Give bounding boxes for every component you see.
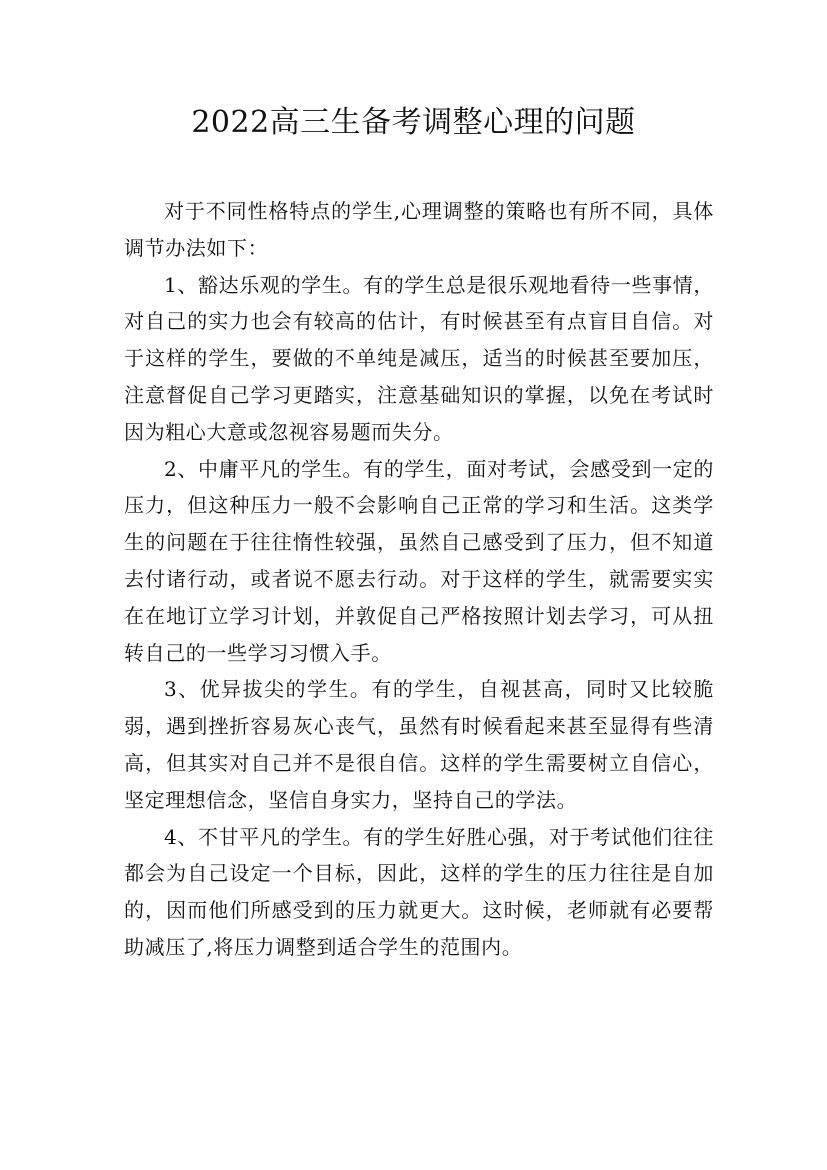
paragraph-ambitious-students: 4、不甘平凡的学生。有的学生好胜心强，对于考试他们往往都会为自己设定一个目标，因此，这样的学生的压力往往是自加的，因而他们所感受到的压力就更大。这时候，老师就有必要帮助减压了,将压力调整到适合学生的范围内。 <box>124 824 714 959</box>
paragraph-top-students: 3、优异拔尖的学生。有的学生，自视甚高，同时又比较脆弱，遇到挫折容易灰心丧气，虽然有时候看起来甚至显得有些清高，但其实对自己并不是很自信。这样的学生需要树立自信心，坚定理想信念，坚信自身实力，坚持自己的学法。 <box>124 677 714 812</box>
paragraph-average-students: 2、中庸平凡的学生。有的学生，面对考试，会感受到一定的压力，但这种压力一般不会影响自己正常的学习和生活。这类学生的问题在于往往惰性较强，虽然自己感受到了压力，但不知道去付诸行动，或者说不愿去行动。对于这样的学生，就需要实实在在地订立学习计划，并敦促自己严格按照计划去学习，可从扭转自己的一些学习习惯入手。 <box>124 456 714 665</box>
document-body <box>124 193 714 966</box>
paragraph-optimistic-students: 1、豁达乐观的学生。有的学生总是很乐观地看待一些事情，对自己的实力也会有较高的估计，有时候甚至有点盲目自信。对于这样的学生，要做的不单纯是减压，适当的时候甚至要加压，注意督促自己学习更踏实，注意基础知识的掌握，以免在考试时因为粗心大意或忽视容易题而失分。 <box>124 272 714 444</box>
intro-paragraph: 对于不同性格特点的学生,心理调整的策略也有所不同，具体调节办法如下： <box>124 199 714 260</box>
document-title: 2022高三生备考调整心理的问题 <box>191 105 636 140</box>
